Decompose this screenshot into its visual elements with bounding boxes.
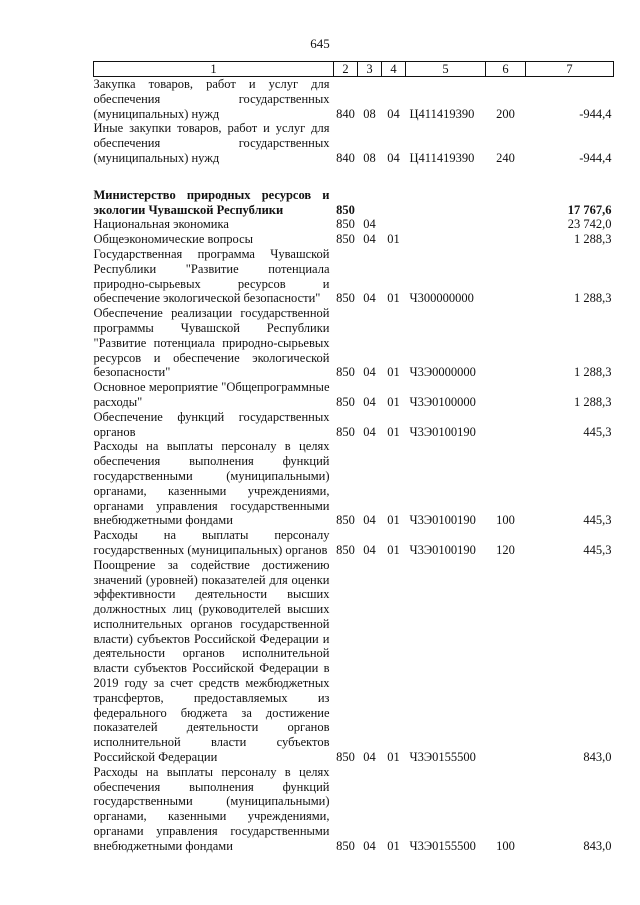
column-header-section: 3 [358, 62, 382, 77]
row-target-code: Ч3Э0100000 [409, 394, 476, 409]
row-subsection-code: 01 [387, 394, 400, 409]
row-target-code: Ц411419390 [409, 150, 475, 165]
row-subsection-code [382, 188, 406, 218]
row-section-code [358, 188, 382, 218]
row-name: Иные закупки товаров, работ и услуг для обеспечения государственных (муниципальных) нужд [93, 121, 330, 165]
row-name: Основное мероприятие "Общепрограммные расходы" [93, 380, 330, 409]
row-amount: 1 288,3 [574, 232, 612, 247]
row-section-code: 08 [363, 150, 376, 165]
column-header-amount: 7 [526, 62, 614, 77]
table-row [94, 439, 614, 528]
row-amount: 445,3 [583, 424, 612, 439]
row-subsection-code: 04 [387, 150, 400, 165]
row-section-code: 04 [363, 232, 376, 247]
row-ministry-code: 850 [336, 750, 355, 765]
column-header-expense-type: 6 [486, 62, 526, 77]
row-amount: 843,0 [583, 838, 612, 853]
table-row [94, 410, 614, 440]
row-subsection-code: 01 [387, 232, 400, 247]
row-expense-type [486, 410, 526, 440]
header-row [94, 62, 614, 77]
row-amount: -944,4 [579, 150, 612, 165]
row-ministry-code: 850 [336, 232, 355, 247]
row-amount: 445,3 [583, 542, 612, 557]
row-subsection-code: 01 [387, 513, 400, 528]
column-header-target: 5 [406, 62, 486, 77]
column-header-subsection: 4 [382, 62, 406, 77]
column-header-name: 1 [94, 62, 334, 77]
row-target-code: Ч3Э0155500 [409, 838, 476, 853]
table-row [94, 77, 614, 122]
row-section-code: 04 [363, 750, 376, 765]
row-target-code [406, 217, 486, 232]
row-name: Расходы на выплаты персоналу государственных (муниципальных) органов [93, 528, 330, 557]
row-subsection-code: 04 [387, 106, 400, 121]
table-row [94, 121, 614, 165]
row-expense-type [486, 217, 526, 232]
row-name: Государственная программа Чувашской Республики "Развитие потенциала природно-сырьевых ресурсов и обеспечение экологической безопасности" [93, 246, 330, 306]
table-row [94, 528, 614, 558]
row-ministry-code: 850 [336, 202, 355, 217]
row-target-code: Ч3Э0000000 [409, 365, 476, 380]
row-ministry-code: 850 [336, 542, 355, 557]
row-name: Министерство природных ресурсов и экологии Чувашской Республики [93, 187, 330, 217]
row-ministry-code: 850 [336, 513, 355, 528]
row-subsection-code: 01 [387, 365, 400, 380]
row-target-code: Ч300000000 [409, 291, 474, 306]
row-amount: -944,4 [579, 106, 612, 121]
row-expense-type [486, 558, 526, 765]
row-target-code [406, 188, 486, 218]
table-row [94, 217, 614, 232]
row-expense-type [486, 247, 526, 306]
row-subsection-code [382, 217, 406, 232]
row-name: Обеспечение реализации государственной программы Чувашской Республики "Развитие потенциала природно-сырьевых ресурсов и обеспечение экологической безопасности" [93, 306, 330, 380]
row-name: Национальная экономика [93, 217, 229, 232]
row-amount: 17 767,6 [567, 202, 612, 217]
row-expense-type: 120 [496, 542, 515, 557]
row-target-code: Ч3Э0100190 [409, 513, 476, 528]
row-ministry-code: 850 [336, 838, 355, 853]
row-amount: 843,0 [583, 750, 612, 765]
row-ministry-code: 840 [336, 150, 355, 165]
row-section-code: 04 [363, 394, 376, 409]
row-expense-type [486, 380, 526, 410]
row-amount: 445,3 [583, 513, 612, 528]
row-section-code: 04 [363, 542, 376, 557]
table-body [94, 77, 614, 854]
row-expense-type [486, 306, 526, 380]
row-ministry-code: 850 [336, 394, 355, 409]
table-row [94, 380, 614, 410]
table-row [94, 232, 614, 247]
table-row [94, 247, 614, 306]
row-section-code: 08 [363, 106, 376, 121]
row-ministry-code: 850 [336, 424, 355, 439]
budget-table [93, 61, 614, 854]
row-expense-type: 100 [496, 513, 515, 528]
row-subsection-code: 01 [387, 838, 400, 853]
spacer-row [94, 166, 614, 188]
column-header-ministry: 2 [334, 62, 358, 77]
row-subsection-code: 01 [387, 424, 400, 439]
row-subsection-code: 01 [387, 750, 400, 765]
row-amount: 23 742,0 [567, 217, 612, 232]
row-amount: 1 288,3 [574, 365, 612, 380]
table-row [94, 558, 614, 765]
row-section-code: 04 [363, 838, 376, 853]
page-number: 645 [310, 36, 330, 51]
table-header [94, 62, 614, 77]
table-row [94, 188, 614, 218]
row-section-code: 04 [363, 365, 376, 380]
spacer-cell [94, 166, 614, 188]
row-name: Закупка товаров, работ и услуг для обеспечения государственных (муниципальных) нужд [93, 77, 330, 121]
row-name: Обеспечение функций государственных органов [93, 409, 330, 439]
row-name: Поощрение за содействие достижению значений (уровней) показателей для оценки эффективности деятельности высших должностных лиц (руководителей высших исполнительных органов государственной власти) субъектов Российской Федерации и деятельности органов исполнительной власти субъектов Российской Федерации в 2019 году за счет средств межбюджетных трансфертов, предоставляемых из федерального бюджета за достижение показателей деятельности органов исполнительной власти субъектов Российской Федерации [93, 557, 330, 765]
row-name: Расходы на выплаты персоналу в целях обеспечения выполнения функций государственными (муниципальными) органами, казенными учреждениями, органами управления государственными внебюджетными фондами [93, 439, 330, 528]
row-target-code [406, 232, 486, 247]
row-name: Общеэкономические вопросы [93, 232, 254, 247]
row-target-code: Ч3Э0100190 [409, 542, 476, 557]
row-expense-type: 100 [496, 838, 515, 853]
row-target-code: Ц411419390 [409, 106, 475, 121]
row-name: Расходы на выплаты персоналу в целях обеспечения выполнения функций государственными (муниципальными) органами, казенными учреждениями, органами управления государственными внебюджетными фондами [93, 764, 330, 853]
row-section-code: 04 [363, 424, 376, 439]
table-row [94, 765, 614, 854]
row-ministry-code: 840 [336, 106, 355, 121]
row-subsection-code: 01 [387, 542, 400, 557]
row-target-code: Ч3Э0155500 [409, 750, 476, 765]
row-expense-type: 240 [496, 150, 515, 165]
row-section-code: 04 [363, 217, 376, 232]
row-expense-type [486, 188, 526, 218]
row-amount: 1 288,3 [574, 394, 612, 409]
table-row [94, 306, 614, 380]
row-ministry-code: 850 [336, 291, 355, 306]
row-section-code: 04 [363, 513, 376, 528]
row-target-code: Ч3Э0100190 [409, 424, 476, 439]
row-ministry-code: 850 [336, 217, 355, 232]
row-amount: 1 288,3 [574, 291, 612, 306]
row-expense-type: 200 [496, 106, 515, 121]
row-ministry-code: 850 [336, 365, 355, 380]
row-subsection-code: 01 [387, 291, 400, 306]
row-expense-type [486, 232, 526, 247]
row-section-code: 04 [363, 291, 376, 306]
